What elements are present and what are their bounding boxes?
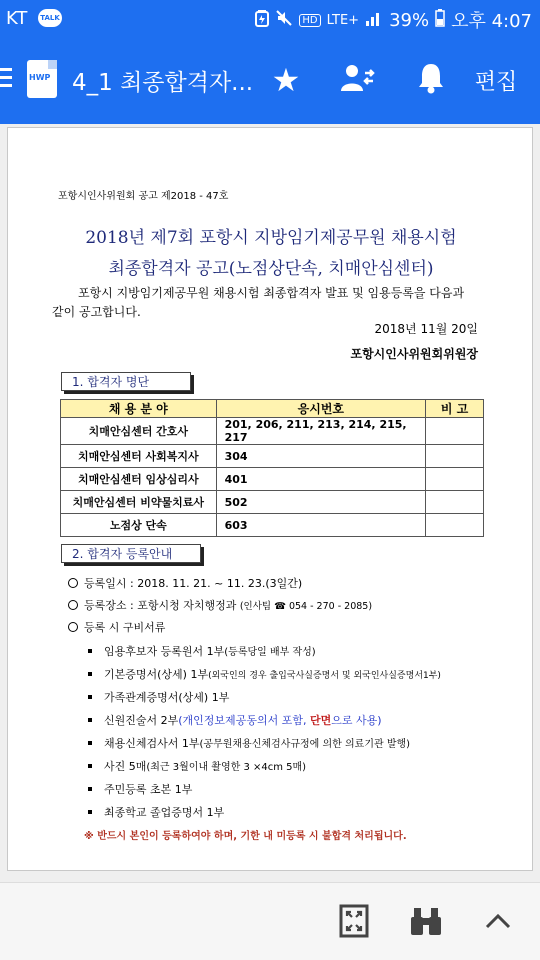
table-header: 응시번호 — [216, 400, 426, 418]
hd-voice-icon: HD — [299, 14, 320, 27]
square-bullet-icon — [88, 672, 92, 676]
square-bullet-icon — [88, 741, 92, 745]
share-button[interactable] — [336, 58, 380, 102]
list-item — [88, 758, 306, 774]
table-cell-numbers: 201, 206, 211, 213, 214, 215, 217 — [216, 418, 426, 445]
table-row — [61, 418, 484, 445]
circle-bullet-icon — [68, 622, 78, 632]
doc-item-note: (최근 3월이내 촬영한 3 ×4cm 5매) — [146, 762, 307, 773]
hwp-file-icon — [27, 60, 57, 98]
bottom-toolbar — [0, 882, 540, 960]
battery-saver-icon — [255, 9, 269, 31]
fullscreen-button[interactable] — [334, 903, 374, 943]
table-cell-numbers: 603 — [216, 514, 426, 537]
required-documents-heading: 등록 시 구비서류 — [84, 621, 166, 634]
circle-bullet-icon — [68, 578, 78, 588]
table-cell-note — [426, 514, 484, 537]
square-bullet-icon — [88, 695, 92, 699]
doc-item-note: (개인정보제공동의서 포함, — [178, 714, 310, 727]
doc-item-text: 주민등록 초본 1부 — [104, 783, 193, 796]
list-item — [88, 689, 229, 705]
table-row — [61, 491, 484, 514]
table-cell-numbers: 502 — [216, 491, 426, 514]
square-bullet-icon — [88, 810, 92, 814]
doc-item-text: 임용후보자 등록원서 1부 — [104, 645, 225, 658]
warning-note: ※ 반드시 본인이 등록하여야 하며, 기한 내 미등록 시 불합격 처리됩니다. — [84, 831, 407, 842]
status-icons — [255, 7, 532, 33]
registration-place: 등록장소 : 포항시청 자치행정과 — [84, 599, 237, 612]
mute-icon — [275, 9, 293, 31]
table-cell-numbers: 401 — [216, 468, 426, 491]
signal-icon — [365, 9, 383, 31]
table-cell-note — [426, 468, 484, 491]
square-bullet-icon — [88, 787, 92, 791]
document-page — [7, 127, 533, 871]
kakaotalk-notification-icon: TALK — [38, 9, 62, 27]
notice-date: 2018년 11월 20일 — [374, 322, 478, 336]
clock: 오후 4:07 — [451, 11, 532, 32]
circle-bullet-icon — [68, 600, 78, 610]
network-type-label: LTE+ — [326, 12, 360, 28]
doc-item-text: 가족관계증명서(상세) 1부 — [104, 691, 230, 704]
doc-item-text: 채용신체검사서 1부 — [104, 737, 200, 750]
favorite-button[interactable] — [266, 58, 306, 102]
document-title: 4_1 최종합격자... — [72, 70, 254, 96]
table-row — [61, 445, 484, 468]
edit-button[interactable]: 편집 — [474, 69, 518, 95]
registration-date: 등록일시 : 2018. 11. 21. ~ 11. 23.(3일간) — [84, 577, 303, 590]
table-header-row — [61, 400, 484, 418]
notification-button[interactable] — [412, 58, 450, 102]
table-cell-field: 치매안심센터 비약물치료사 — [61, 491, 217, 514]
square-bullet-icon — [88, 718, 92, 722]
table-header: 비 고 — [426, 400, 484, 418]
chevron-up-icon — [485, 913, 511, 933]
table-cell-field: 노점상 단속 — [61, 514, 217, 537]
list-item — [88, 643, 316, 659]
table-cell-note — [426, 491, 484, 514]
doc-item-note: (외국인의 경우 출입국사실증명서 및 외국인사실증명서1부) — [208, 671, 441, 681]
expand-icon — [339, 904, 369, 942]
guide-item — [68, 619, 165, 635]
guide-item — [68, 597, 372, 613]
doc-item-note: (등록당일 배부 작성) — [224, 647, 316, 658]
title-line-1: 2018년 제7회 포항시 지방임기제공무원 채용시험 — [85, 228, 457, 248]
find-button[interactable] — [406, 903, 446, 943]
document-content — [8, 128, 534, 872]
table-header: 채 용 분 야 — [61, 400, 217, 418]
star-icon: ★ — [271, 61, 301, 99]
binoculars-icon — [409, 905, 443, 941]
intro-line-1: 포항시 지방임기제공무원 채용시험 최종합격자 발표 및 임용등록을 다음과 — [78, 286, 465, 300]
doc-item-note: 으로 사용) — [331, 714, 382, 727]
square-bullet-icon — [88, 764, 92, 768]
file-type-badge: HWP — [29, 73, 51, 82]
table-cell-note — [426, 418, 484, 445]
registration-contact: (인사팀 ☎ 054 - 270 - 2085) — [239, 601, 373, 612]
guide-item — [68, 575, 302, 591]
table-cell-note — [426, 445, 484, 468]
bell-icon — [417, 62, 445, 98]
list-item — [88, 804, 224, 820]
battery-percent: 39% — [389, 9, 430, 31]
doc-item-text: 최종학교 졸업증명서 1부 — [104, 806, 225, 819]
status-bar — [0, 0, 540, 36]
list-item — [88, 666, 441, 682]
issuer: 포항시인사위원회위원장 — [350, 347, 478, 361]
scroll-up-button[interactable] — [478, 903, 518, 943]
doc-item-text: 기본증명서(상세) 1부 — [104, 668, 209, 681]
doc-item-text: 사진 5매 — [104, 760, 147, 773]
doc-item-emphasis: 단면 — [309, 714, 332, 727]
square-bullet-icon — [88, 649, 92, 653]
table-cell-field: 치매안심센터 사회복지사 — [61, 445, 217, 468]
result-table — [60, 399, 484, 537]
notice-number: 포항시인사위원회 공고 제2018 - 47호 — [58, 191, 229, 202]
person-share-icon — [341, 63, 375, 97]
carrier-label: KT — [6, 8, 28, 29]
table-cell-numbers: 304 — [216, 445, 426, 468]
battery-icon — [435, 9, 445, 31]
intro-text — [52, 284, 488, 322]
title-line-2: 최종합격자 공고(노점상단속, 치매안심센터) — [108, 259, 434, 279]
list-item — [88, 712, 382, 728]
list-item — [88, 735, 410, 751]
table-row — [61, 468, 484, 491]
section-heading-1: 1. 합격자 명단 — [61, 372, 191, 391]
intro-line-2: 같이 공고합니다. — [52, 305, 141, 319]
table-row — [61, 514, 484, 537]
doc-item-note: (공무원채용신체검사규정에 의한 의료기관 발행) — [199, 739, 411, 750]
section-heading-2: 2. 합격자 등록안내 — [61, 544, 201, 563]
table-cell-field: 치매안심센터 임상심리사 — [61, 468, 217, 491]
doc-item-text: 신원진술서 2부 — [104, 714, 179, 727]
list-item — [88, 781, 192, 797]
table-cell-field: 치매안심센터 간호사 — [61, 418, 217, 445]
menu-icon[interactable] — [0, 68, 12, 92]
app-toolbar — [0, 36, 540, 124]
